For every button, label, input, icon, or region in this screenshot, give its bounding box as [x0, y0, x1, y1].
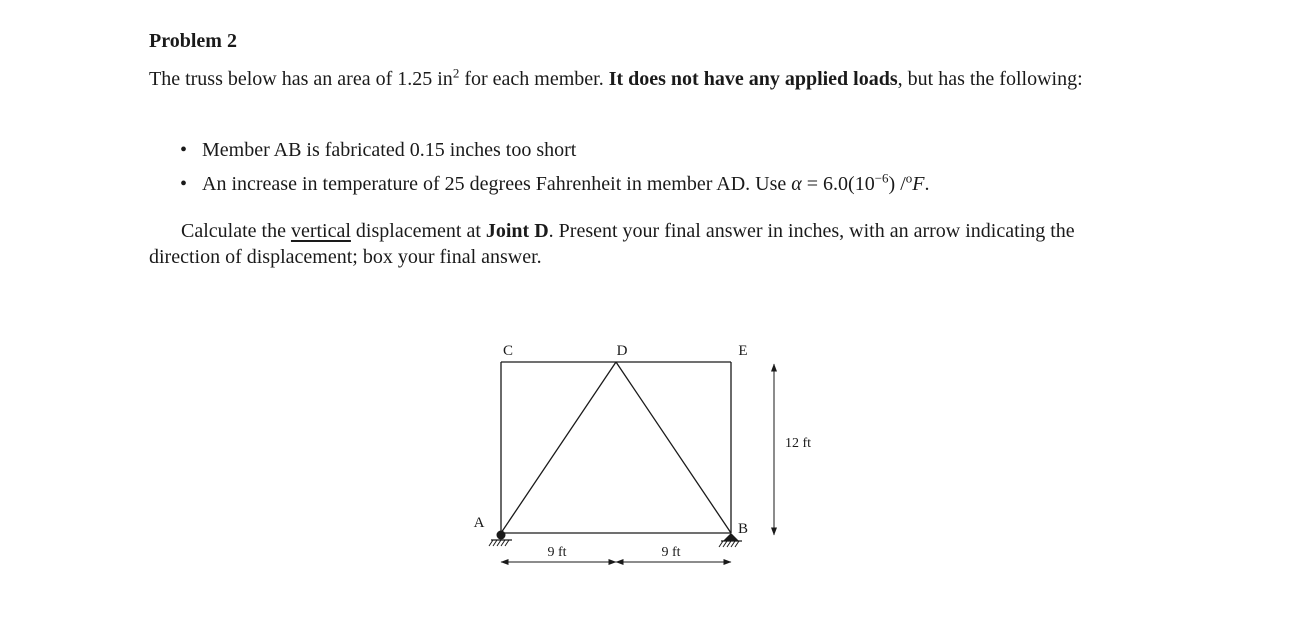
question-paragraph: [149, 218, 1144, 270]
intro-bold-text: It does not have any applied loads: [608, 68, 898, 90]
problem-title: Problem 2: [149, 30, 237, 52]
problem-intro: [149, 67, 1144, 92]
question-text-2: displacement at: [350, 220, 486, 242]
intro-text-2: for each member.: [459, 68, 609, 90]
alpha-unit-text: ) /: [888, 173, 906, 195]
node-label-b: B: [737, 521, 749, 537]
area-exponent: 2: [452, 65, 460, 81]
fahrenheit-symbol: F: [912, 173, 925, 195]
intro-text-1: The truss below has an area of 1.25 in: [149, 68, 453, 90]
list-item-fabrication: [180, 138, 929, 163]
member-db: [616, 362, 731, 533]
bullet-marker: •: [180, 173, 188, 195]
truss-diagram: [460, 330, 840, 580]
node-label-e: E: [738, 343, 748, 359]
bullet-text-temperature: An increase in temperature of 25 degrees Fahrenheit in member AD. Use: [202, 173, 792, 195]
question-text-1: Calculate the: [181, 220, 291, 242]
question-text-3: . Present your final answer in inches, with an arrow indicating the direction of displacement; box your final answer.: [149, 220, 1075, 268]
conditions-list: [180, 138, 929, 206]
node-label-c: C: [502, 343, 514, 359]
underlined-word: vertical: [290, 220, 351, 242]
bullet-marker: •: [180, 139, 188, 161]
dimension-label-height: 12 ft: [784, 436, 812, 451]
node-label-a: A: [473, 515, 485, 531]
dimension-label-left: 9 ft: [547, 545, 567, 560]
intro-text-4: , but has the following:: [897, 68, 1083, 90]
list-item-temperature: [180, 172, 929, 197]
alpha-exponent: −6: [874, 170, 889, 186]
alpha-symbol: α: [791, 173, 802, 195]
sentence-end: .: [924, 173, 930, 195]
node-label-d: D: [616, 343, 628, 359]
bullet-text-fabrication: Member AB is fabricated 0.15 inches too short: [202, 139, 577, 161]
member-ad: [501, 362, 616, 533]
alpha-value: = 6.0(10: [801, 173, 875, 195]
truss-figure: [460, 330, 840, 580]
joint-d-bold: Joint D: [485, 220, 549, 242]
degree-symbol: o: [905, 170, 913, 186]
dimension-label-right: 9 ft: [661, 545, 681, 560]
